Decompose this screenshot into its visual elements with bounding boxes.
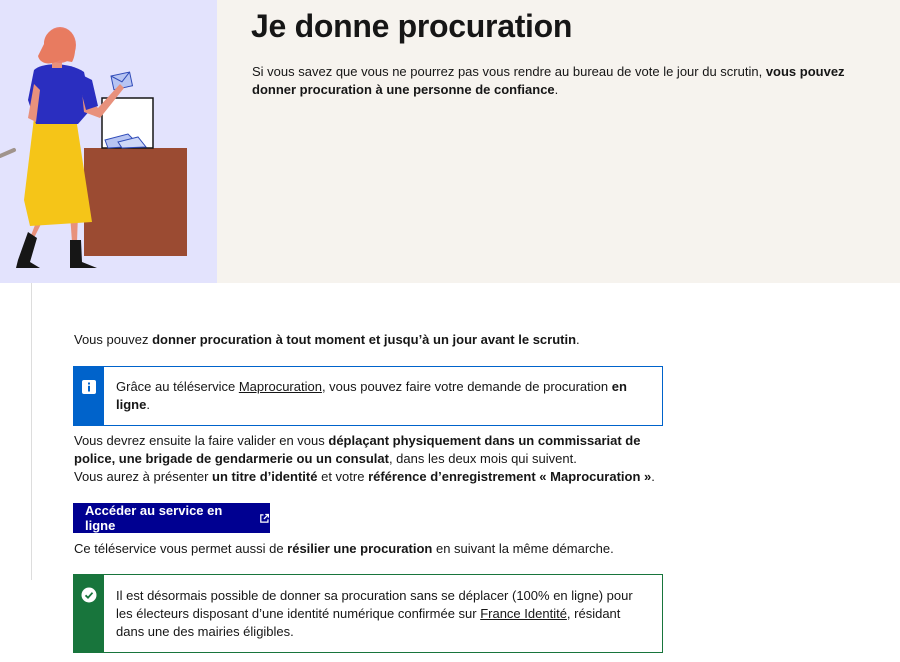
cancel-procuration-paragraph: Ce téléservice vous permet aussi de résilier une procuration en suivant la même démarche.	[74, 541, 614, 556]
info-callout-text: Grâce au téléservice Maprocuration, vous pouvez faire votre demande de procuration en ligne.	[116, 379, 627, 412]
intro-paragraph: Si vous savez que vous ne pourrez pas vous rendre au bureau de vote le jour du scrutin, vous pouvez donner procuration à une personne de confiance.	[252, 64, 845, 97]
info-callout	[73, 366, 663, 426]
success-callout	[73, 574, 663, 653]
access-online-service-button[interactable]	[73, 503, 270, 533]
deadline-paragraph: Vous pouvez donner procuration à tout moment et jusqu’à un jour avant le scrutin.	[74, 332, 580, 347]
info-callout-bar	[74, 367, 104, 425]
success-callout-text: Il est désormais possible de donner sa procuration sans se déplacer (100% en ligne) pour les électeurs disposant d’une identité numérique confirmée sur France Identité, résidant dans une des mairies éligibles.	[116, 588, 633, 639]
voting-illustration	[0, 0, 217, 283]
validation-paragraph: Vous devrez ensuite la faire valider en vous déplaçant physiquement dans un commissariat de police, une brigade de gendarmerie ou un consulat, dans les deux mois qui suivent. Vous aurez à présenter un titre d’identité et votre référence d’enregistrement « Maprocuration ».	[74, 433, 655, 484]
check-circle-icon	[81, 587, 97, 603]
maprocuration-link[interactable]: Maprocuration	[238, 379, 322, 394]
page-title: Je donne procuration	[251, 8, 573, 44]
france-identite-link[interactable]: France Identité	[480, 606, 567, 621]
content-side-rule	[31, 283, 32, 580]
access-online-service-label: Accéder au service en ligne	[85, 503, 223, 533]
voter-ballot-box-illustration	[0, 0, 217, 283]
external-link-icon	[259, 513, 270, 524]
info-icon	[81, 379, 97, 395]
